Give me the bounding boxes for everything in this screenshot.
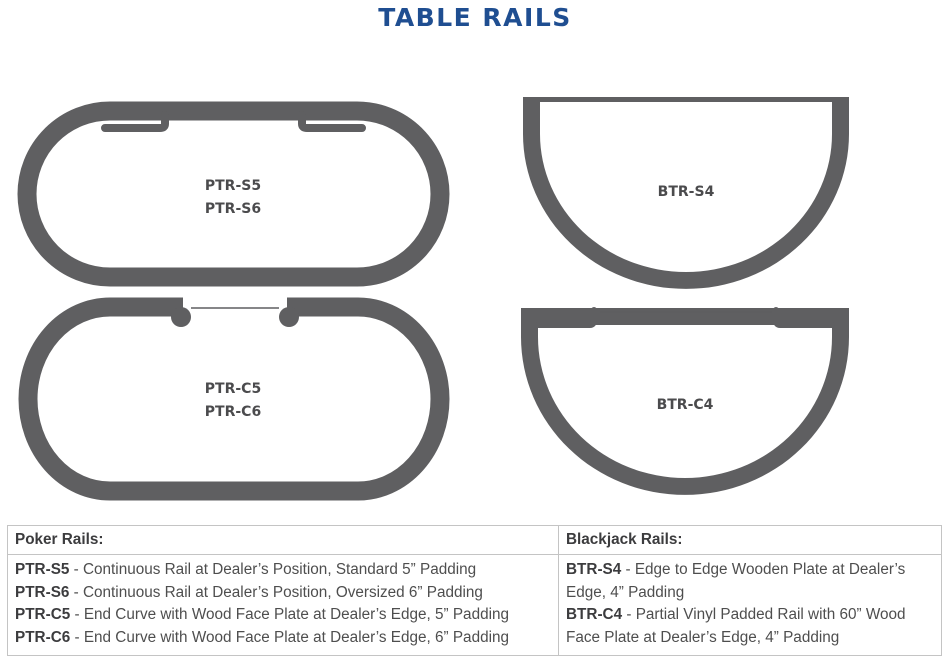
rail-end-cap-left	[171, 307, 191, 327]
rail-label-ptr-c5: PTR-C5	[204, 381, 262, 397]
rail-description: - Continuous Rail at Dealer’s Position, Standard 5” Padding	[69, 561, 477, 578]
legend-entry	[566, 604, 934, 649]
page-title: TABLE RAILS	[378, 3, 572, 32]
rails-legend-table	[7, 525, 942, 656]
rail-end-cap-right	[279, 307, 299, 327]
rail-label-ptr-s5: PTR-S5	[204, 178, 262, 194]
rail-code: BTR-S4	[566, 561, 622, 578]
poker-rail-end-curve	[28, 307, 440, 491]
blackjack-rail-partial	[521, 308, 849, 495]
rail-label-ptr-s6: PTR-S6	[204, 201, 262, 217]
rail-description: - Continuous Rail at Dealer’s Position, Oversized 6” Padding	[69, 583, 483, 601]
legend-entry	[15, 627, 551, 650]
rail-code: PTR-S5	[15, 561, 70, 578]
rail-code: PTR-S6	[15, 583, 70, 601]
legend-entry	[566, 559, 934, 604]
poker-rails-heading: Poker Rails:	[8, 526, 558, 555]
rail-description: - Edge to Edge Wooden Plate at Dealer’s Edge, 4” Padding	[566, 561, 906, 601]
legend-entry	[15, 604, 551, 627]
rail-label-ptr-c6: PTR-C6	[204, 404, 262, 420]
legend-entry	[15, 582, 551, 605]
poker-rail-outline	[27, 111, 440, 277]
rail-description: - End Curve with Wood Face Plate at Dealer’s Edge, 5” Padding	[70, 606, 509, 623]
blackjack-rails-column	[559, 526, 941, 655]
blackjack-rails-heading: Blackjack Rails:	[559, 526, 941, 555]
rail-label-btr-c4: BTR-C4	[656, 397, 714, 413]
poker-rail-continuous	[27, 111, 440, 277]
rail-description: - End Curve with Wood Face Plate at Dealer’s Edge, 6” Padding	[70, 628, 509, 646]
legend-entry	[15, 559, 551, 582]
poker-rails-column	[8, 526, 559, 655]
rail-code: PTR-C5	[15, 606, 71, 623]
rail-label-btr-s4: BTR-S4	[657, 184, 715, 200]
rail-description: - Partial Vinyl Padded Rail with 60” Wood Face Plate at Dealer’s Edge, 4” Padding	[566, 606, 906, 646]
blackjack-rail-edge-plate	[523, 97, 849, 289]
rail-code: BTR-C4	[566, 606, 623, 623]
rail-code: PTR-C6	[15, 628, 71, 646]
poker-rail-c-outline	[28, 307, 440, 491]
